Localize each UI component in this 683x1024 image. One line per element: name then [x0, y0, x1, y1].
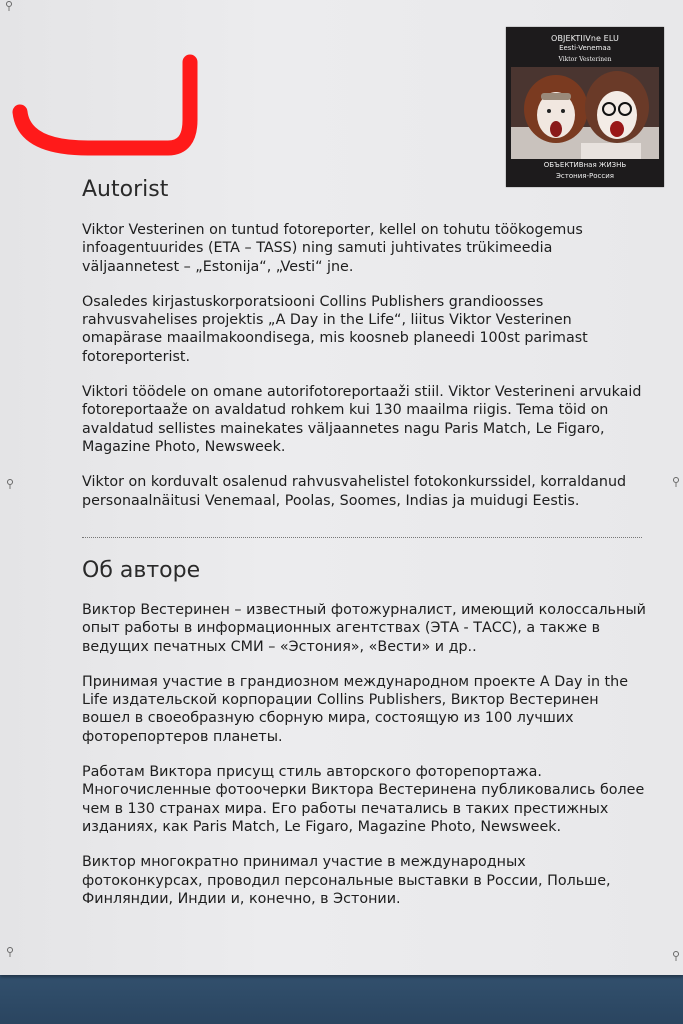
- paragraph-et-3: Viktori töödele on omane autorifotoreportaaži stiil. Viktor Vesterineni arvukaid fotoreportaaže on avaldatud rohkem kui 130 maailma riigis. Tema töid on avaldatud sellistes mainekates väljaannetes nagu Paris Match, Le Figaro, Magazine Photo, Newsweek.: [82, 384, 642, 455]
- section-divider: [82, 537, 642, 538]
- card-title-ru: ОБЪЕКТИВная ЖИЗНЬ: [543, 161, 627, 169]
- heading-autorist: Autorist: [82, 177, 169, 202]
- paragraph-ru-2: Принимая участие в грандиозном международном проекте A Day in the Life издательской корпорации Collins Publishers, Виктор Вестеринен вошел в своеобразную сборную мира, состоящую из 100 лучших фоторепортеров планеты.: [82, 673, 629, 745]
- russian-section: [82, 558, 647, 925]
- paragraph-et-1: Viktor Vesterinen on tuntud fotoreporter, kellel on tohutu töökogemus infoagentuurides (ETA – TASS) ning samuti juhtivates trükimeedia väljaannetest – „Estonija“, „Vesti“ jne.: [82, 222, 583, 275]
- pin-icon: [6, 478, 14, 490]
- clown-photo: [511, 67, 659, 159]
- estonian-section: [82, 177, 647, 527]
- card-title: OBJEKTIIVne ELU: [551, 34, 619, 43]
- paragraph-ru-4: Виктор многократно принимал участие в международных фотоконкурсах, проводил персональные выставки в России, Польше, Финляндии, Индии и, конечно, в Эстонии.: [82, 854, 611, 907]
- paragraph-ru-3: Работам Виктора присущ стиль авторского фоторепортажа. Многочисленные фотоочерки Виктора Вестеринена публиковались более чем в 130 странах мира. Его работы печатались в таких престижных изданиях, как Paris Match, Le Figaro, Magazine Photo, Newsweek.: [82, 764, 645, 835]
- paragraph-et-2: Osaledes kirjastuskorporatsiooni Collins Publishers grandioosses rahvusvahelises projektis „A Day in the Life“, liitus Viktor Vesterinen omapärase maailmakoondisega, mis koosneb planeedi 100st parimast fotoreporterist.: [82, 293, 588, 365]
- paragraph-et-4: Viktor on korduvalt osalenud rahvusvahelistel fotokonkurssidel, korraldanud personaalnäitusi Venemaal, Poolas, Soomes, Indias ja muidugi Eestis.: [82, 474, 627, 509]
- exhibition-photo-card: [506, 27, 664, 187]
- heading-ob-avtore: Об авторе: [82, 558, 201, 583]
- wall-background: [0, 975, 683, 1024]
- pin-icon: [672, 950, 680, 962]
- paragraph-ru-1: Виктор Вестеринен – известный фотожурналист, имеющий колоссальный опыт работы в информационных агентствах (ЭТА - ТАСС), а также в ведущих печатных СМИ – «Эстония», «Вести» и др..: [82, 602, 646, 655]
- red-redaction-mark: [8, 50, 208, 160]
- card-subtitle-ru: Эстония-Россия: [556, 172, 614, 180]
- card-subtitle: Eesti-Venemaa: [559, 44, 611, 52]
- pin-icon: [672, 476, 680, 488]
- pin-icon: [5, 0, 13, 12]
- card-author: Viktor Vesterinen: [558, 56, 612, 63]
- pin-icon: [6, 946, 14, 958]
